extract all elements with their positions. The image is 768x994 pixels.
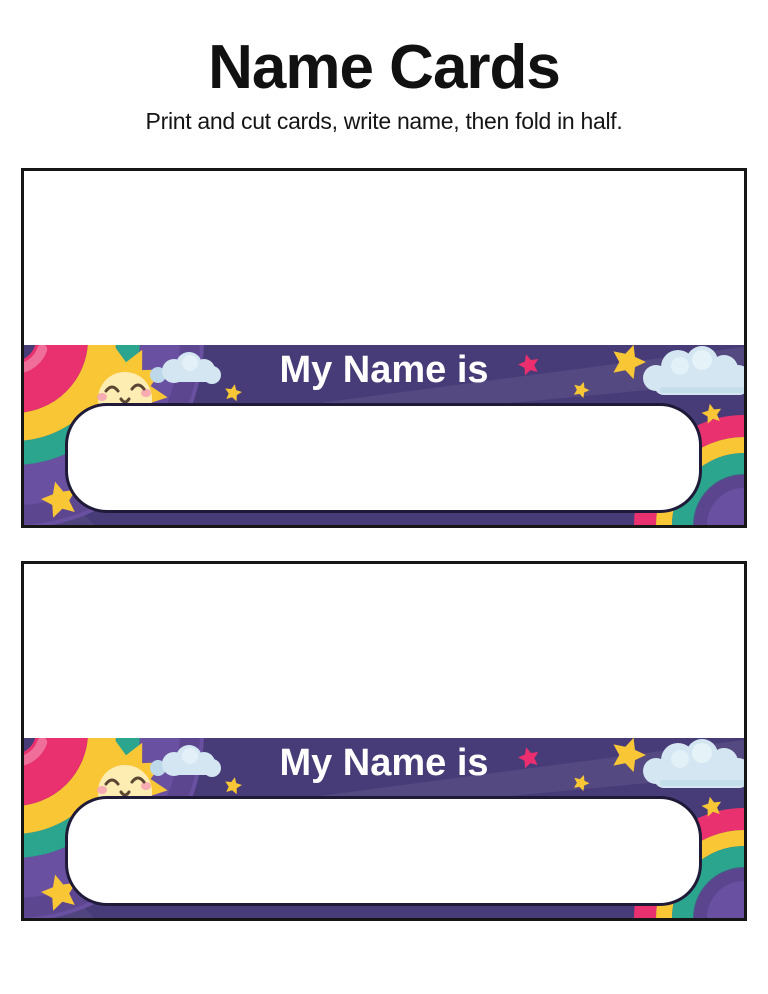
my-name-is-label: My Name is [279,349,489,391]
card-fold-area [24,564,744,738]
my-name-is-label: My Name is [279,742,489,784]
card-fold-area [24,171,744,345]
page-subtitle: Print and cut cards, write name, then fold in half. [145,108,623,134]
sun-cheek [97,393,107,401]
card-decorated-band [24,738,744,918]
name-write-box[interactable] [65,796,702,906]
card-decorated-band [24,345,744,525]
sun-cheek [97,786,107,794]
rainbow-purple-band [719,893,744,918]
name-write-box[interactable] [65,403,702,513]
page-title: Name Cards [208,33,560,102]
rainbow-purple-band [719,500,744,525]
name-card [21,168,747,528]
name-card [21,561,747,921]
